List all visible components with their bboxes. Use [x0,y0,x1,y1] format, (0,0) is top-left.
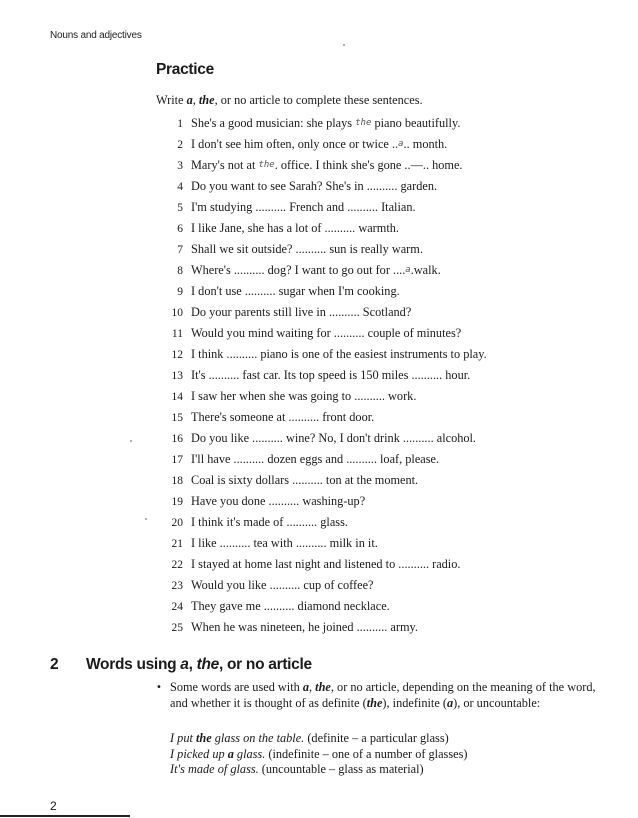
exercise-item [163,260,593,281]
body-the-2: the [366,695,383,710]
instruction [156,93,423,108]
exercise-text: Do you like .......... wine? No, I don't drink .......... alcohol. [191,431,477,445]
example-italic: I picked up [170,746,228,761]
body-a: a [302,680,310,694]
bullet-icon: • [156,682,162,693]
example-note: (definite – a particular glass) [304,731,449,745]
body-the: the [315,680,331,694]
exercise-number: 4 [177,181,183,193]
exercise-item [163,512,593,533]
exercise-text: I'll have .......... dozen eggs and .......... loaf, please. [191,452,440,466]
exercise-number: 14 [171,391,183,403]
handwritten-answer: a [405,265,411,275]
exercise-item [163,470,593,491]
example-italic: glass on the table. [211,731,305,745]
exercise-number: 3 [177,160,183,172]
exercise-number: 10 [171,307,183,319]
exercise-text: Have you done .......... washing-up? [191,494,366,508]
exercise-item [163,218,593,239]
exercise-number: 2 [177,139,183,151]
exercise-text-before: She's a good musician: she plays [191,116,356,130]
instruction-text-1: Write [156,93,187,107]
practice-title: Practice [156,61,214,78]
footer-rule [0,815,130,817]
exercise-item [163,554,593,575]
exercise-text-after: piano beautifully. [371,116,461,130]
body-text-5: ), or uncountable: [453,695,541,710]
instruction-text-2: , or no article to complete these sentences. [214,93,423,107]
exercise-item [163,428,593,449]
exercise-item [163,617,593,638]
exercise-item [163,113,593,134]
exercise-number: 6 [177,223,183,235]
exercise-number: 13 [171,370,183,382]
example-line [170,731,600,747]
exercise-text: There's someone at .......... front door. [191,410,375,424]
exercise-number: 12 [171,349,183,361]
example-italic: It's made of glass. [170,762,259,776]
exercise-number: 21 [171,538,183,550]
exercise-text: Do you want to see Sarah? She's in .......... garden. [191,179,438,193]
body-text-2: , [309,680,316,694]
body-text-4: ), indefinite ( [382,695,447,710]
exercise-text-before: Where's .......... dog? I want to go out for .... [191,263,406,277]
exercise-text: I like .......... tea with .......... milk in it. [191,536,378,550]
instruction-sep: , [192,93,199,107]
exercise-number: 5 [177,202,183,214]
section-title-sep: , [188,656,197,673]
running-header: Nouns and adjectives [50,30,142,41]
section-title-a: a [180,656,189,673]
exercise-item [163,491,593,512]
section-number: 2 [50,656,59,673]
bullet-paragraph [156,680,596,711]
exercise-text-before: Mary's not at [191,158,259,172]
exercise-number: 17 [171,454,183,466]
exercise-text-before: I don't see him often, only once or twice .. [191,137,399,151]
exercise-text: Coal is sixty dollars .......... ton at the moment. [191,473,419,487]
exercise-list [163,113,593,638]
exercise-item [163,323,593,344]
instruction-a: a [186,93,193,107]
section-title-1: Words using [86,656,181,673]
examples [170,731,600,778]
exercise-number: 20 [171,517,183,529]
example-line [170,762,600,778]
scan-speck [145,518,147,520]
handwritten-answer: a [398,139,404,149]
exercise-item [163,596,593,617]
exercise-text: I'm studying .......... French and .......... Italian. [191,200,416,214]
body-text-3: , or no article, depending on the meaning of the word, and whether it is thought of as definite ( [170,680,596,710]
exercise-item [163,386,593,407]
exercise-text: I don't use .......... sugar when I'm cooking. [191,284,400,298]
exercise-text-after: .. month. [403,137,448,151]
section-2-heading [50,656,312,674]
exercise-number: 16 [171,433,183,445]
exercise-text: When he was nineteen, he joined .......... army. [191,620,418,634]
body-text-1: Some words are used with [170,680,303,694]
page-number: 2 [50,799,57,813]
example-note: (indefinite – one of a number of glasses) [265,746,468,761]
exercise-item [163,407,593,428]
exercise-number: 8 [177,265,183,277]
exercise-item [163,281,593,302]
section-title-the: the [196,656,219,673]
section-title-2: , or no article [219,656,312,673]
handwritten-answer: the [258,160,275,170]
exercise-text: Shall we sit outside? .......... sun is really warm. [191,242,423,256]
exercise-item [163,449,593,470]
exercise-text: I stayed at home last night and listened to .......... radio. [191,557,461,571]
exercise-item [163,134,593,155]
exercise-item [163,197,593,218]
section-2-body [156,680,596,711]
example-line [170,747,600,763]
exercise-text: I like Jane, she has a lot of .......... warmth. [191,221,399,235]
exercise-text: I saw her when she was going to .......... work. [191,389,417,403]
exercise-text: Would you like .......... cup of coffee? [191,578,374,592]
exercise-number: 15 [171,412,183,424]
exercise-number: 7 [177,244,183,256]
exercise-number: 22 [171,559,183,571]
exercise-text: They gave me .......... diamond necklace. [191,599,390,613]
exercise-item [163,575,593,596]
exercise-text-after: . office. I think she's gone ..—.. home. [274,158,463,172]
scan-speck [130,440,132,442]
exercise-item [163,176,593,197]
exercise-number: 23 [171,580,183,592]
exercise-text-after: .walk. [410,263,441,277]
exercise-number: 25 [171,622,183,634]
example-article: the [195,731,212,745]
exercise-item [163,344,593,365]
exercise-item [163,239,593,260]
handwritten-answer: the [355,118,372,128]
exercise-item [163,302,593,323]
scan-speck [343,44,345,46]
exercise-item [163,365,593,386]
exercise-number: 9 [177,286,183,298]
exercise-item [163,155,593,176]
exercise-number: 1 [177,118,183,130]
exercise-text: I think it's made of .......... glass. [191,515,348,529]
example-italic: glass. [233,746,266,761]
exercise-text: Would you mind waiting for .......... couple of minutes? [191,326,462,340]
exercise-number: 19 [171,496,183,508]
exercise-text: It's .......... fast car. Its top speed is 150 miles .......... hour. [191,368,471,382]
example-note: (uncountable – glass as material) [258,762,424,776]
exercise-text: Do your parents still live in .......... Scotland? [191,305,412,319]
example-article: a [227,746,234,761]
exercise-item [163,533,593,554]
instruction-the: the [198,93,215,107]
exercise-number: 24 [171,601,183,613]
example-italic: I put [170,731,196,745]
body-a-2: a [446,695,454,710]
exercise-number: 11 [171,328,183,340]
exercise-number: 18 [171,475,183,487]
exercise-text: I think .......... piano is one of the easiest instruments to play. [191,347,487,361]
